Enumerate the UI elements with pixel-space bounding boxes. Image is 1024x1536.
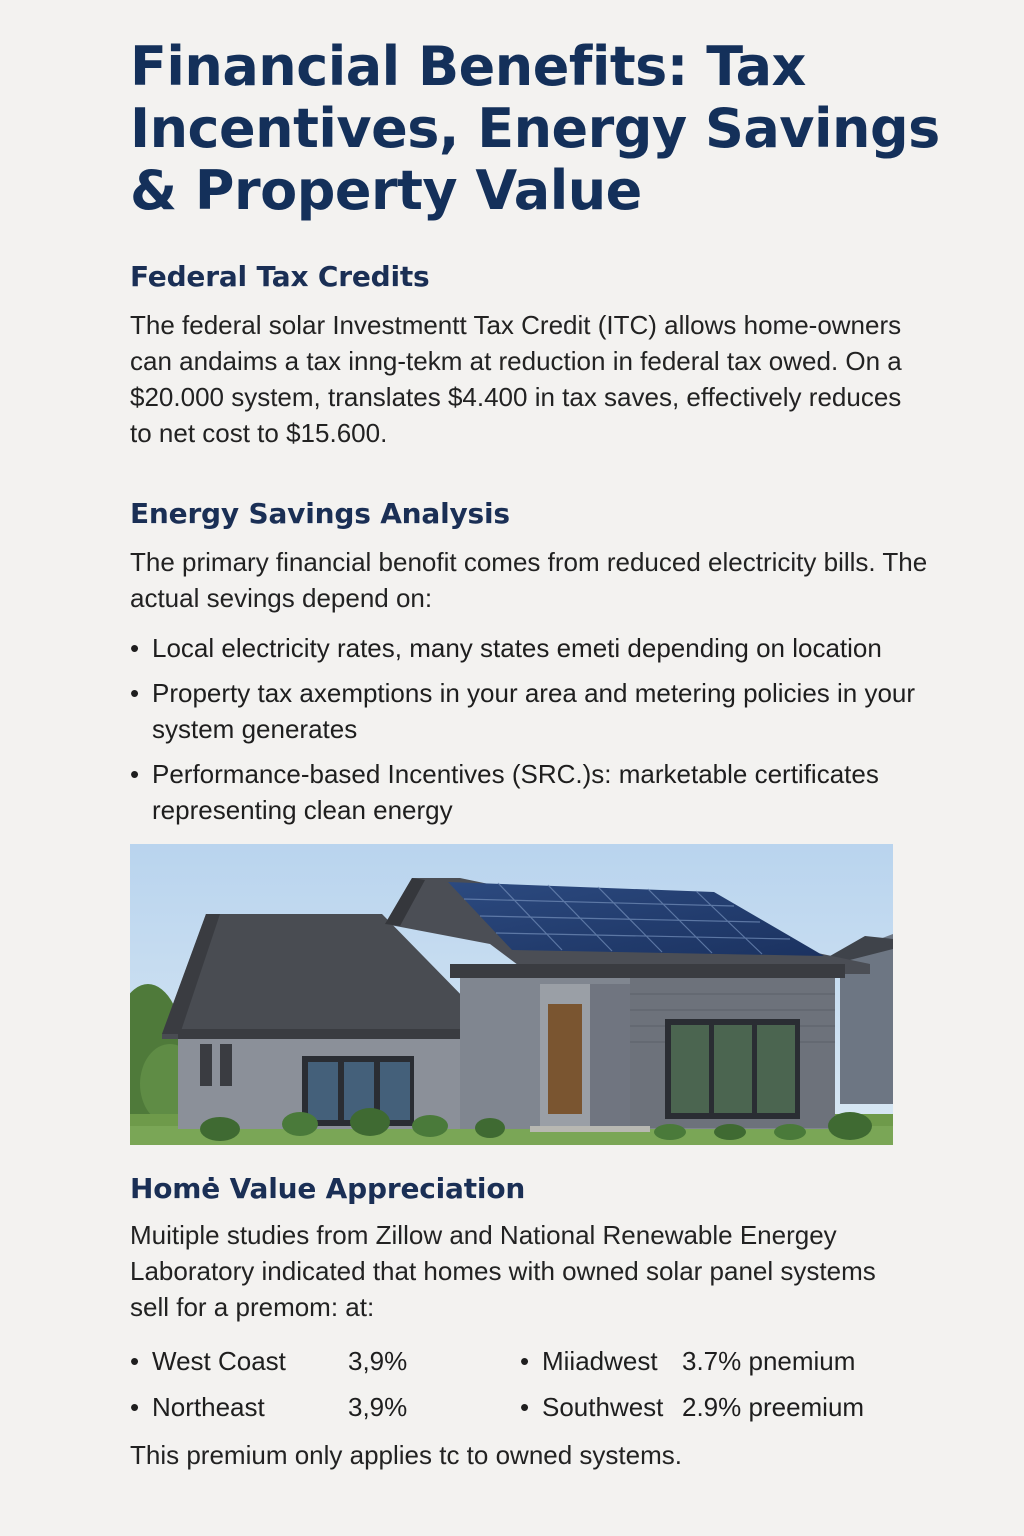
- list-item-text: Property tax axemptions in your area and metering policies in your system generates: [152, 678, 916, 744]
- premium-region: West Coast: [152, 1346, 286, 1376]
- solar-house-image: [130, 844, 893, 1145]
- premium-value: 3,9%: [348, 1392, 408, 1422]
- bullet-icon: •: [130, 678, 140, 708]
- home-value-heading: Homė Value Appreciation: [130, 1172, 526, 1205]
- bullet-icon: •: [130, 1346, 140, 1376]
- premium-value: 2.9% preemium: [682, 1392, 865, 1422]
- list-item-text: Performance-based Incentives (SRC.)s: marketable certificates representing clean energy: [152, 759, 879, 825]
- home-value-section: [130, 1172, 930, 1473]
- list-item: [520, 1389, 920, 1425]
- premium-region: Southwest: [542, 1392, 664, 1422]
- bullet-icon: •: [130, 759, 140, 789]
- list-item: [130, 756, 952, 828]
- list-item: [520, 1343, 920, 1379]
- federal-tax-credits-heading: Federal Tax Credits: [130, 260, 430, 293]
- premium-list: [130, 1343, 930, 1425]
- energy-savings-heading: Energy Savings Analysis: [130, 497, 510, 530]
- bullet-icon: •: [520, 1346, 530, 1376]
- solar-house-illustration: [130, 844, 893, 1145]
- home-value-paragraph: Muitiple studies from Zillow and National Renewable Energey Laboratory indicated that homes with owned solar panel systems sell for a premom: at:: [130, 1220, 876, 1322]
- list-item: [130, 675, 952, 747]
- list-item-text: Local electricity rates, many states emeti depending on location: [152, 633, 882, 663]
- bullet-icon: •: [520, 1392, 530, 1422]
- premium-region: Northeast: [152, 1392, 265, 1422]
- list-item: [130, 630, 952, 666]
- premium-note: This premium only applies tc to owned systems.: [130, 1440, 682, 1470]
- page-title: Financial Benefits: Tax Incentives, Energy Savings & Property Value: [130, 35, 940, 222]
- premium-value: 3,9%: [348, 1346, 408, 1376]
- premium-region: Miiadwest: [542, 1346, 658, 1376]
- article: [130, 36, 940, 837]
- energy-savings-list: [130, 630, 940, 828]
- list-item: [130, 1343, 520, 1379]
- list-item: [130, 1389, 520, 1425]
- federal-tax-credits-paragraph: The federal solar Investmentt Tax Credit (ITC) allows home-owners can andaims a tax inng-tekm at reduction in federal tax owed. On a $20.000 system, translates $4.400 in tax saves, effectively reduces to net cost to $15.600.: [130, 310, 902, 448]
- bullet-icon: •: [130, 633, 140, 663]
- bullet-icon: •: [130, 1392, 140, 1422]
- premium-value: 3.7% pnemium: [682, 1346, 856, 1376]
- energy-savings-intro: The primary financial benofit comes from reduced electricity bills. The actual sevings depend on:: [130, 547, 928, 613]
